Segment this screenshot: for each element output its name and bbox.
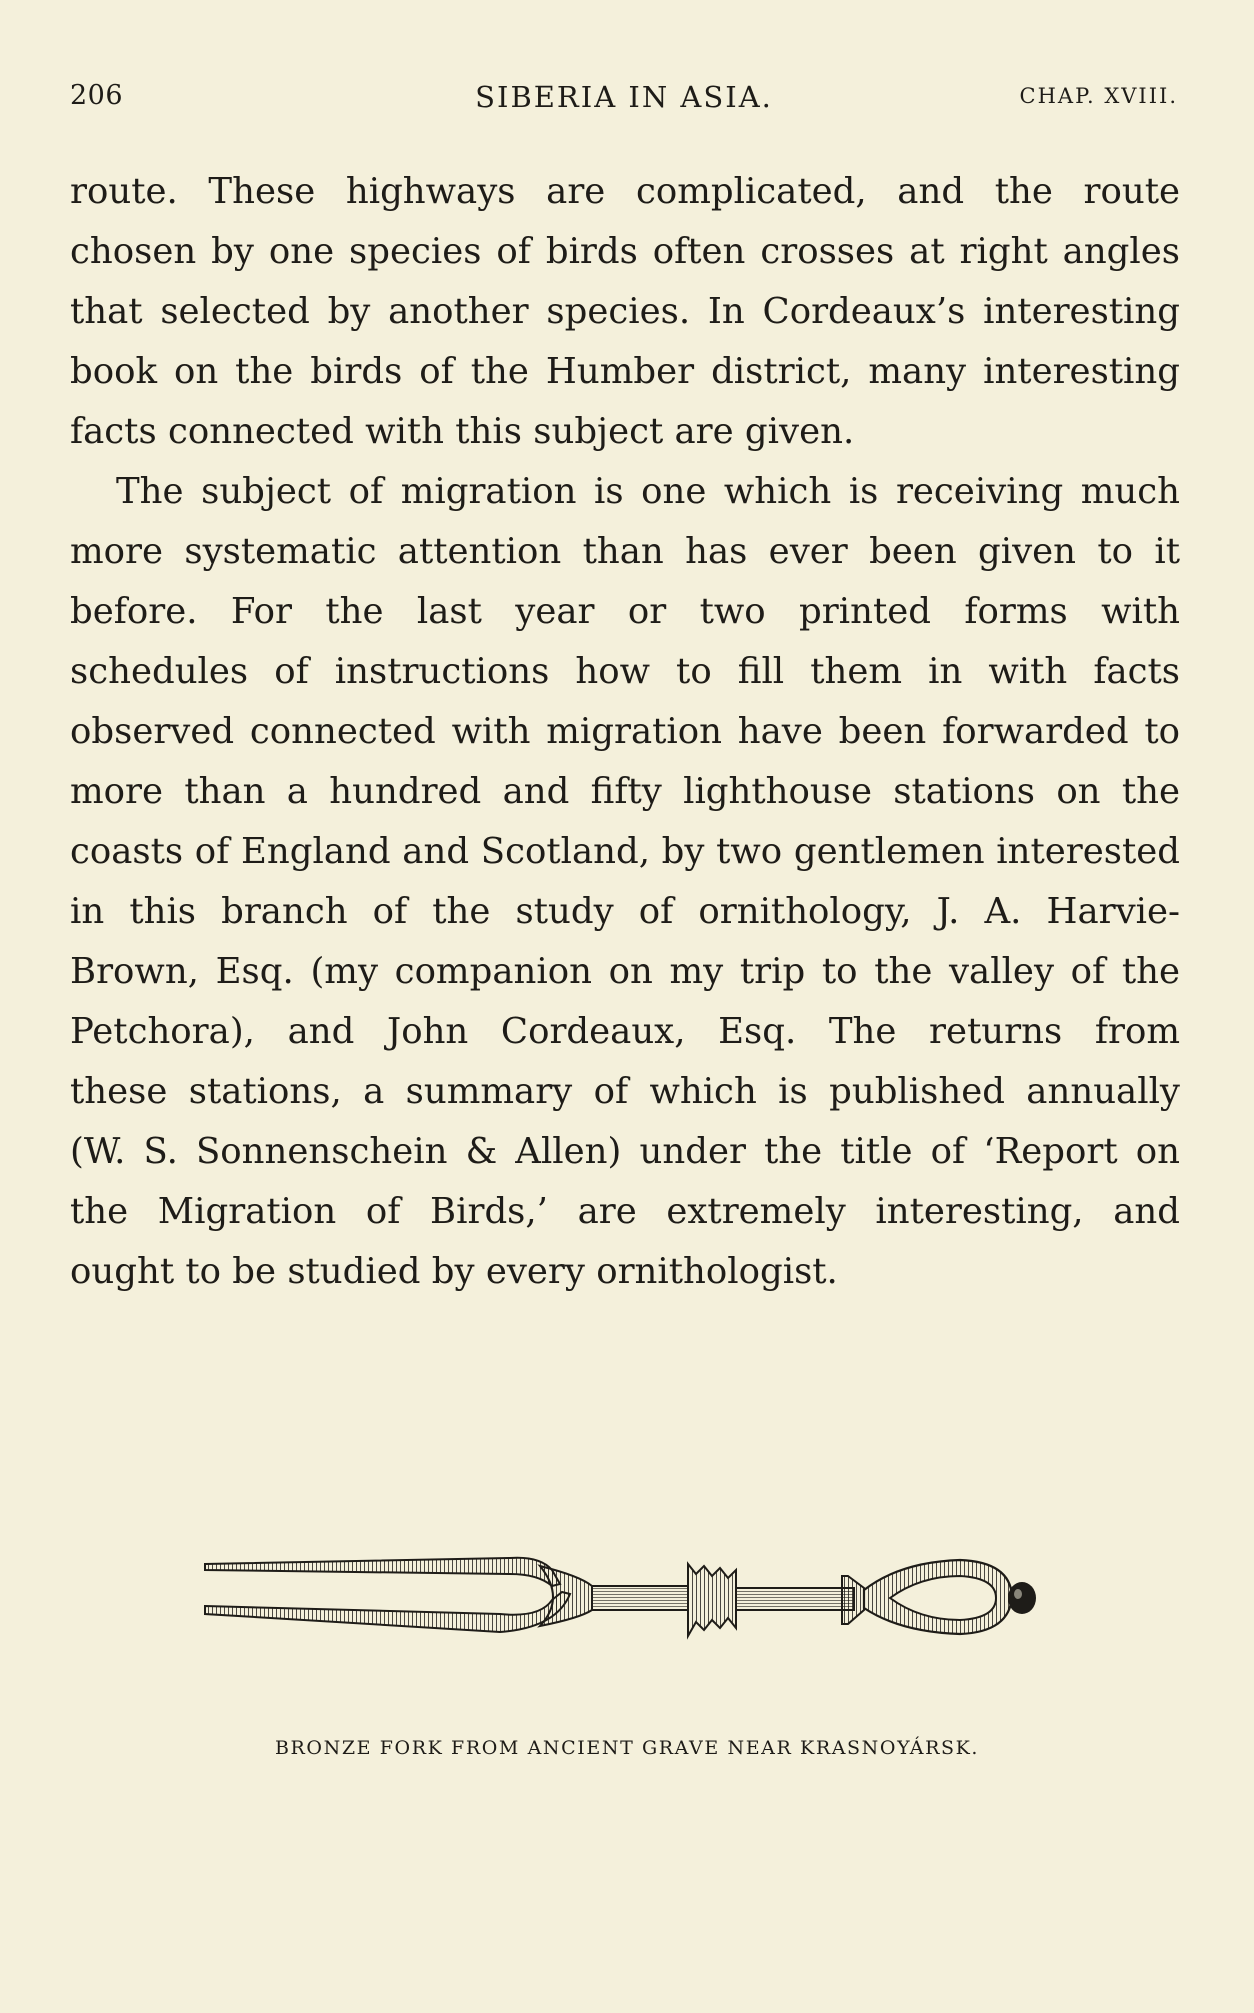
paragraph-1 bbox=[70, 162, 1180, 462]
text-line: before. For the last year or two printed forms with bbox=[70, 591, 1180, 632]
paragraph-2 bbox=[70, 462, 1180, 1302]
text-line: coasts of England and Scotland, by two gentlemen interested bbox=[70, 831, 1180, 872]
running-title: SIBERIA IN ASIA. bbox=[475, 80, 773, 114]
text-line: ought to be studied by every ornithologist. bbox=[70, 1251, 838, 1292]
text-line: The subject of migration is one which is receiving much bbox=[116, 471, 1180, 512]
text-line: that selected by another species. In Cordeaux’s interesting bbox=[70, 291, 1180, 332]
text-line: facts connected with this subject are given. bbox=[70, 411, 855, 452]
text-line: more than a hundred and fifty lighthouse stations on the bbox=[70, 771, 1180, 812]
figure-caption: BRONZE FORK FROM ANCIENT GRAVE NEAR KRASNOYÁRSK. bbox=[274, 1737, 980, 1759]
text-line: schedules of instructions how to fill them in with facts bbox=[70, 651, 1180, 692]
body-text bbox=[70, 162, 1180, 1302]
text-line: more systematic attention than has ever been given to it bbox=[70, 531, 1180, 572]
chapter-label: CHAP. XVIII. bbox=[1019, 84, 1178, 108]
text-line: chosen by one species of birds often crosses at right angles bbox=[70, 231, 1180, 272]
text-line: these stations, a summary of which is published annually bbox=[70, 1071, 1180, 1112]
page-number: 206 bbox=[70, 80, 124, 111]
bronze-fork-icon bbox=[200, 1540, 1062, 1670]
text-line: the Migration of Birds,’ are extremely interesting, and bbox=[70, 1191, 1180, 1232]
running-head bbox=[70, 80, 1178, 120]
text-line: book on the birds of the Humber district, many interesting bbox=[70, 351, 1180, 392]
text-line: in this branch of the study of ornithology, J. A. Harvie- bbox=[70, 891, 1180, 932]
text-line: route. These highways are complicated, and the route bbox=[70, 171, 1180, 212]
text-line: (W. S. Sonnenschein & Allen) under the title of ‘Report on bbox=[70, 1131, 1180, 1172]
text-line: Petchora), and John Cordeaux, Esq. The returns from bbox=[70, 1011, 1180, 1052]
text-line: observed connected with migration have been forwarded to bbox=[70, 711, 1180, 752]
text-line: Brown, Esq. (my companion on my trip to the valley of the bbox=[70, 951, 1180, 992]
